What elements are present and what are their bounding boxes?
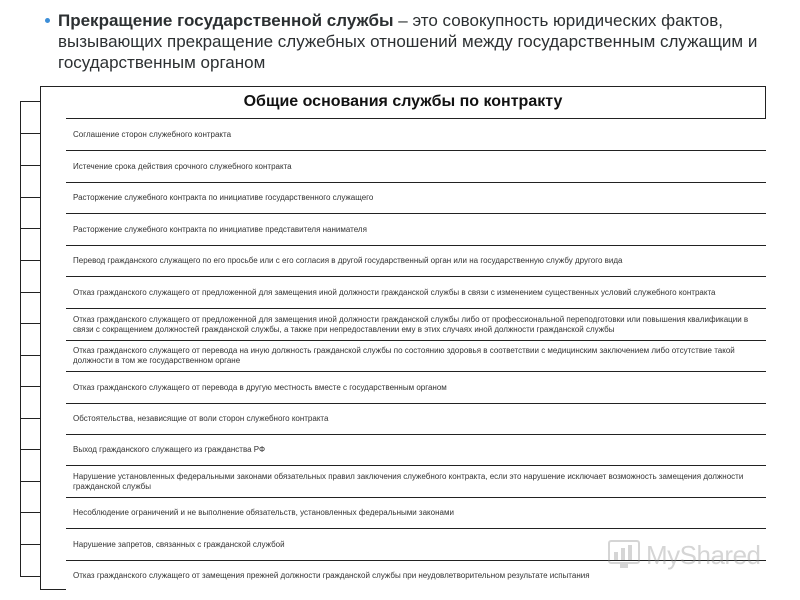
row-text: Нарушение запретов, связанных с гражданской службой — [73, 539, 285, 549]
row-text: Расторжение служебного контракта по инициативе государственного служащего — [73, 193, 374, 202]
row-text: Отказ гражданского служащего от предложенной для замещения иной должности гражданской службы в связи с изменением существенных условий служебного контракта — [73, 287, 716, 297]
watermark-text: MyShared — [646, 539, 761, 570]
row-text: Выход гражданского служащего из гражданства РФ — [73, 445, 266, 454]
row-text: Истечение срока действия срочного служебного контракта — [73, 161, 292, 171]
row-text: Отказ гражданского служащего от замещения прежней должности гражданской службы при неудовлетворительном результате испытания — [73, 570, 590, 580]
myshared-logo-icon — [608, 540, 640, 570]
table-title: Общие основания службы по контракту — [243, 93, 563, 110]
row-text: Отказ гражданского служащего от предложенной для замещения иной должности гражданской службы либо от профессиональной переподготовки или повышения квалификации в связи с сокращением должностей гражданской службы, а также при непредоставлении ему в этих случаях иной должности гражданской службы — [73, 314, 749, 334]
row-text: Обстоятельства, независящие от воли сторон служебного контракта — [73, 414, 329, 423]
row-text: Отказ гражданского служащего от перевода на иную должность гражданской службы по состоянию здоровья в соответствии с медицинским заключением либо отсутствие такой должности в том же государственном органе — [73, 346, 735, 365]
table-row — [66, 150, 766, 182]
table-row — [66, 434, 766, 465]
table-row — [66, 118, 766, 150]
table-row — [66, 276, 766, 308]
table-row — [66, 213, 766, 245]
row-text: Расторжение служебного контракта по инициативе представителя нанимателя — [73, 224, 367, 234]
row-text: Перевод гражданского служащего по его просьбе или с его согласия в другой государственный орган или на государственную службу другого вида — [73, 256, 623, 265]
table-row — [66, 403, 766, 434]
header-definition: – это совокупность юридических фактов, вызывающих прекращение служебных отношений между государственным служащим и государственным органом — [58, 11, 758, 72]
row-text: Несоблюдение ограничений и не выполнение обязательств, установленных федеральными законами — [73, 508, 454, 517]
table-row — [66, 340, 766, 371]
table-row — [66, 497, 766, 528]
table-row — [66, 308, 766, 340]
table-row — [66, 465, 766, 497]
table-row — [66, 182, 766, 213]
row-text: Отказ гражданского служащего от перевода в другую местность вместе с государственным органом — [73, 382, 447, 392]
table-row — [66, 245, 766, 276]
table-row — [66, 371, 766, 403]
watermark — [608, 538, 761, 572]
row-text: Соглашение сторон служебного контракта — [73, 129, 232, 139]
row-text: Нарушение установленных федеральными законами обязательных правил заключения служебного контракта, если это нарушение исключает возможность замещения должности гражданской службы — [73, 471, 744, 491]
header-term: Прекращение государственной службы — [58, 11, 394, 30]
